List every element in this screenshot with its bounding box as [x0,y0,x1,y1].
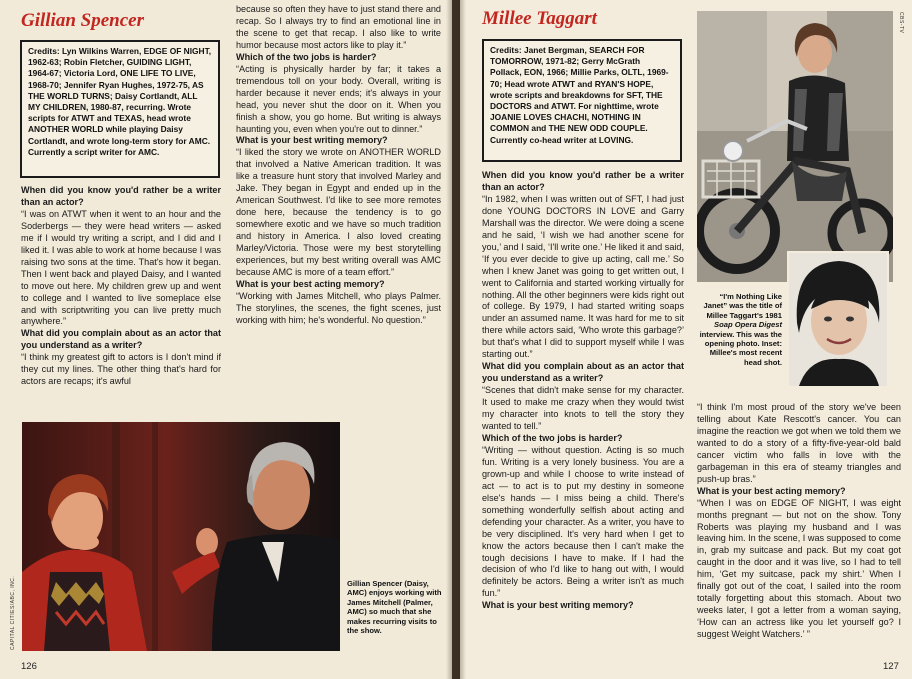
interview-answer: “I liked the story we wrote on ANOTHER WORLD that involved a Native American tradition. It was like a treasure hunt story that involved Marley and Jake. They began in Egypt and ended up in the American Southwest. I'd like to see more remotes done here, because the tendency is to go somewhere exotic and we have so much tradition and history in America. I also loved creating Marley/Victoria. Those were my best storytelling experiences, but my best writing overall was AMC because AMC is more of a team effort.” [236,147,441,277]
interview-question: What is your best writing memory? [482,600,634,611]
left-page-number: 126 [21,661,37,672]
right-page-name: Millee Taggart [482,8,597,29]
interview-question: What did you complain about as an actor that you understand as a writer? [482,361,684,384]
interview-question: What is your best acting memory? [697,485,846,496]
left-page-name: Gillian Spencer [21,10,144,31]
right-photo-credit: CBS-TV [898,12,904,34]
right-column-1 [482,170,684,660]
right-page-number: 127 [883,661,899,672]
right-photo-caption [696,292,782,367]
interview-question: What did you complain about as an actor that you understand as a writer? [21,328,221,351]
left-column-1 [21,185,221,409]
interview-question: When did you know you'd rather be a writer than an actor? [21,185,221,207]
interview-answer: “Scenes that didn't make sense for my character. It used to make me crazy when they would twist my character into knots to tell the story they wanted to tell.” [482,385,684,432]
right-page [460,0,912,679]
spencer-mitchell-photo [22,422,340,651]
left-page [0,0,452,679]
caption-magazine-title: Soap Opera Digest [714,320,782,330]
interview-answer: because so often they have to just stand there and recap. So I always try to find an emotional line in the scene to get that recap. I also like to write humor because most actors like to play it.” [236,4,441,50]
left-column-2 [236,4,441,414]
interview-question: What is your best acting memory? [236,278,385,289]
right-column-2 [697,402,901,672]
left-credits-box: Credits: Lyn Wilkins Warren, EDGE OF NIGHT, 1962-63; Robin Fletcher, GUIDING LIGHT, 1964-67; Victoria Lord, ONE LIFE TO LIVE, 1968-70; Jennifer Ryan Hughes, 1972-75, AS THE WORLD TURNS; Daisy Cortlandt, ALL MY CHILDREN, 1980-87, recurring. Wrote scripts for ATWT and TEXAS, head wrote ANOTHER WORLD while playing Daisy Cortlandt, and wrote long-term story for AMC. Currently a script writer for AMC. [20,40,220,178]
interview-answer: “Acting is physically harder by far; it takes a tremendous toll on your body. Overall, writing is harder because it never ends; it's always in your head, you never shut the door on it. When you finish a show, you go home. But writing is always haunting you, even when you're out to dinner.” [236,63,441,134]
interview-answer: “In 1982, when I was written out of SFT, I had just done YOUNG DOCTORS IN LOVE and Garry Marshall was the director. We were doing a scene and he said, ‘I wish we had another scene for you,’ and I said, ‘I'll write one.’ He liked it and said, ‘If you ever decide to give up acting, call me.’ So when I knew Janet was going to get written out, I went to California and started working virtually for nothing. All the other beginners were kids right out of college. By 1979, I had started writing soaps under an assumed name. It was hard for me to sit there while actors said, ‘Who wrote this garbage?’ but that's what I did to support myself while I was starting out.” [482,193,684,360]
taggart-motorcycle-photo [697,11,893,282]
interview-question: Which of the two jobs is harder? [482,432,623,443]
interview-answer: “I was on ATWT when it went to an hour and the Soderbergs — they were head writers — asked me if I would try writing a script, and I did and I liked it. I was able to work at home because I was raising two sons at the time. That's how it began. Then I went back and played Daisy, and I wanted to move out here. My children grew up and went to college and I wanted to live someplace else and with scriptwriting you can live pretty much anywhere.” [21,208,221,327]
interview-answer: “I think my greatest gift to actors is I don't mind if they cut my lines. The other thing that's hard for actors are recaps; it's awful [21,352,221,387]
left-photo-caption: Gillian Spencer (Daisy, AMC) enjoys working with James Mitchell (Palmer, AMC) so much that she makes recurring visits to the show. [347,579,442,636]
interview-answer: “I think I'm most proud of the story we've been telling about Kate Rescott's cancer. You can imagine the reaction we got when we told them we wanted to do a story of a fifty-five-year-old bald cancer victim who falls in love with the garbageman in this era of steamy triangles and push-up bras.” [697,402,901,484]
interview-question: What is your best writing memory? [236,135,388,146]
taggart-headshot-inset [787,251,889,388]
interview-answer: “Writing — without question. Acting is so much fun. Writing is a very lonely business. You are a grown-up and while I choose to write instead of act — to act is to put my destiny in someone else's hands — I miss being a child. There's something wonderfully selfish about acting and defending your character. As a writer, you have to be very disciplined. It's very hard when I get to know the actors because then I can't make the tough decisions I have to make. If I had the decision of who I'd like to hang out with, I would definitely be actors. Being a writer isn't as much fun.” [482,444,684,599]
interview-answer: “Working with James Mitchell, who plays Palmer. The storylines, the scenes, the fight scenes, just working with him; he's wonderful. No question.” [236,290,441,325]
interview-question: Which of the two jobs is harder? [236,51,377,62]
caption-text-after: interview. This was the opening photo. Inset: Millee's most recent head shot. [699,329,782,367]
left-photo-credit: CAPITAL CITIES/ABC, INC. [10,575,16,650]
center-gutter [446,0,466,679]
interview-question: When did you know you'd rather be a writer than an actor? [482,170,684,192]
interview-answer: “When I was on EDGE OF NIGHT, I was eight months pregnant — but not on the show. Tony Roberts was playing my husband and I was leaving him. In the scene, I was supposed to come in, grab my suitcase and pack. But my coat got caught in the door and it was live, so I had to tell him, ‘Get my suitcase, pack my shirt.’ When I finally got out of the coat, I sailed into the room totally forgetting about this stomach. About two weeks later, I got a letter from a woman saying, ‘How can an actress like you let yourself go? I suggest Weight Watchers.’ ” [697,497,901,640]
right-credits-box: Credits: Janet Bergman, SEARCH FOR TOMORROW, 1971-82; Gerry McGrath Pollack, EON, 1966; Millie Parks, OLTL, 1969-70; Head wrote ATWT and RYAN'S HOPE, wrote scripts and breakdowns for SFT, THE DOCTORS and ATWT. For nighttime, wrote JOANIE LOVES CHACHI, NOTHING IN COMMON and THE NEW ODD COUPLE. Currently co-head writer at LOVING. [482,39,682,162]
caption-text-before: “I'm Nothing Like Janet” was the title of Millee Taggart's 1981 [703,292,782,320]
